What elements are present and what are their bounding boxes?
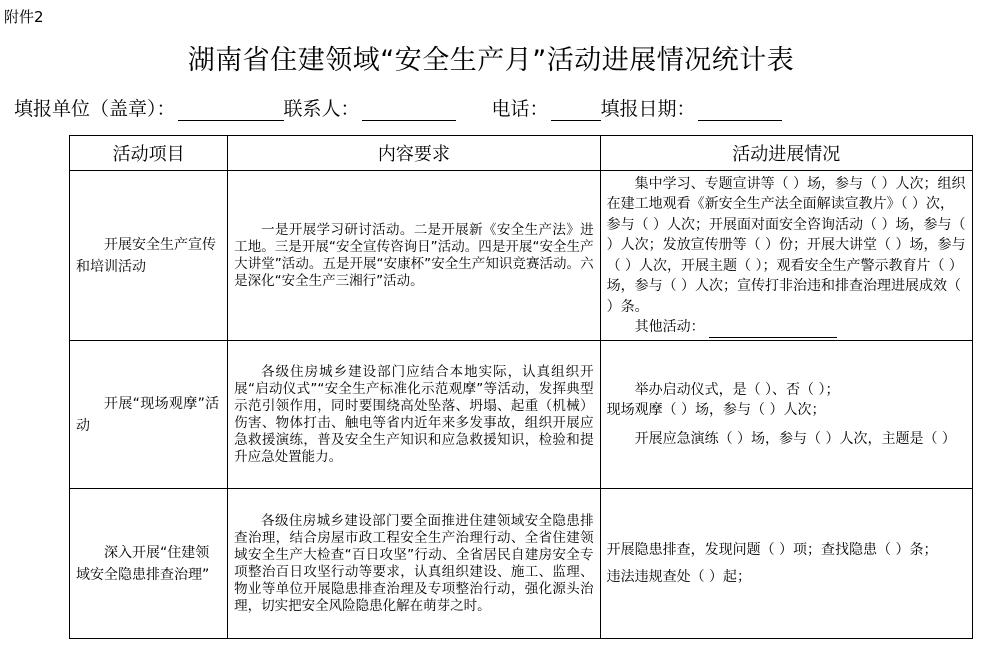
activity-item-text: 深入开展“住建领域安全隐患排查治理” — [76, 544, 210, 583]
progress-text: 集中学习、专题宣讲等（ ）场，参与（ ）人次；组织在建工地观看《新安全生产法全面解读宣教片》（ ）次，参与（ ）人次；开展面对面安全咨询活动（ ）场，参与（ ）人次；发放宣传册等（ ）份；开展大讲堂（ ）场，参与（ ）人次，开展主题（ ）；观看安全生产警示教育片（ ）场，参与（ ）人次；宣传打非治违和排查治理进展成效（ ）条。 — [606, 175, 966, 315]
table-header-row — [70, 136, 973, 171]
activity-item-text: 开展“现场观摩”活动 — [76, 395, 220, 434]
phone-label: 电话： — [491, 98, 549, 120]
progress-cell[interactable] — [600, 489, 972, 639]
header-progress: 活动进展情况 — [600, 136, 972, 171]
other-activity-field[interactable] — [709, 323, 837, 338]
table-row — [70, 171, 973, 341]
progress-line: 违法违规查处（ ）起； — [606, 568, 752, 585]
attachment-label: 附件2 — [4, 8, 44, 26]
unit-label: 填报单位（盖章）： — [14, 98, 176, 120]
activity-item-text: 开展安全生产宣传和培训活动 — [76, 236, 216, 275]
other-activity-label: 其他活动： — [634, 319, 705, 335]
contact-field[interactable] — [362, 98, 456, 121]
progress-line: 开展应急演练（ ）场，参与（ ）人次，主题是（ ） — [634, 430, 956, 447]
contact-label: 联系人： — [283, 98, 360, 120]
requirement-text: 各级住房城乡建设部门应结合本地实际，认真组织开展“启动仪式”“安全生产标准化示范观摩”等活动，发挥典型示范引领作用，同时要围绕高处坠落、坍塌、起重（机械）伤害、物体打击、触电等省内近年来多发事故，组织开展应急救援演练，普及安全生产知识和应急救援知识，检验和提升应急处置能力。 — [234, 363, 594, 465]
requirement-cell — [228, 489, 600, 639]
page-title: 湖南省住建领域“安全生产月”活动进展情况统计表 — [187, 45, 795, 76]
table-row — [70, 341, 973, 489]
table-row — [70, 489, 973, 639]
requirement-cell — [228, 341, 600, 489]
activity-item — [70, 489, 228, 639]
progress-line: 现场观摩（ ）场，参与（ ）人次； — [606, 402, 826, 419]
requirement-text: 各级住房城乡建设部门要全面推进住建领域安全隐患排查治理，结合房屋市政工程安全生产治理行动、全省住建领域安全生产大检查“百日攻坚”行动、全省居民自建房安全专项整治百日攻坚行动等要求，认真组织建设、施工、监理、物业等单位开展隐患排查治理及专项整治行动，强化源头治理，切实把安全风险隐患化解在萌芽之时。 — [234, 512, 594, 614]
unit-field[interactable] — [178, 98, 284, 121]
header-requirement: 内容要求 — [228, 136, 600, 171]
form-meta-row — [14, 94, 974, 124]
progress-cell[interactable] — [600, 171, 972, 341]
progress-line: 举办启动仪式，是（ ）、否（ ）； — [634, 381, 840, 398]
progress-table — [69, 135, 973, 639]
date-label: 填报日期： — [600, 98, 696, 120]
other-activity-line — [607, 317, 966, 338]
requirement-text: 一是开展学习研讨活动。二是开展新《安全生产法》进工地。三是开展“安全宣传咨询日”活动。四是开展“安全生产大讲堂”活动。五是开展“安康杯”安全生产知识竞赛活动。六是深化“安全生产三湘行”活动。 — [234, 221, 594, 289]
header-activity: 活动项目 — [70, 136, 228, 171]
requirement-cell — [228, 171, 600, 341]
phone-field[interactable] — [551, 98, 601, 121]
activity-item — [70, 171, 228, 341]
progress-cell[interactable] — [600, 341, 972, 489]
progress-line: 开展隐患排查，发现问题（ ）项；查找隐患（ ）条； — [606, 542, 938, 558]
date-field[interactable] — [698, 98, 782, 121]
activity-item — [70, 341, 228, 489]
